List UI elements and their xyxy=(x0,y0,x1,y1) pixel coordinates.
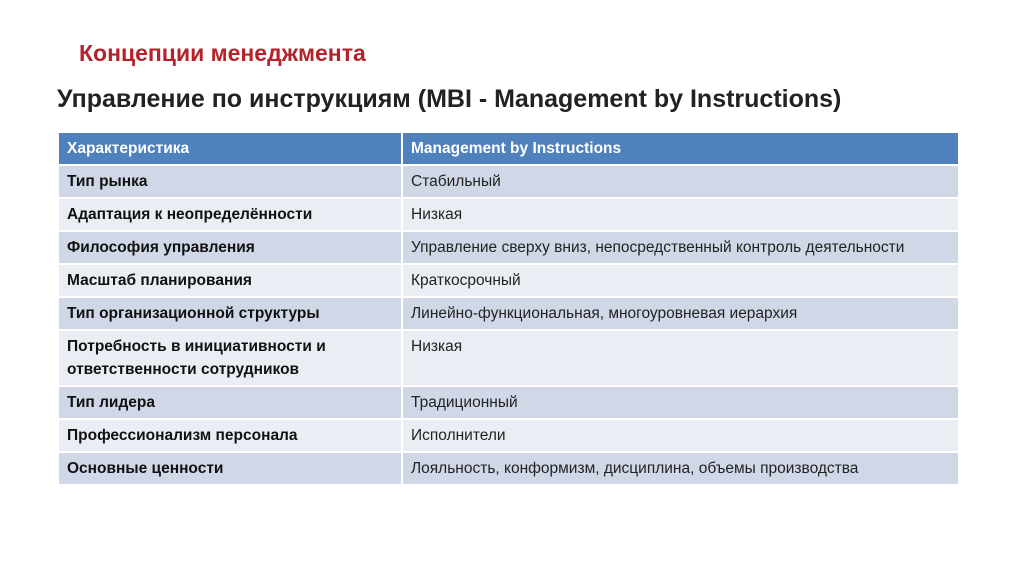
value-cell: Управление сверху вниз, непосредственный контроль деятельности xyxy=(402,231,959,264)
value-cell: Стабильный xyxy=(402,165,959,198)
table-row xyxy=(58,297,959,330)
table-row xyxy=(58,419,959,452)
column-header-characteristic: Характеристика xyxy=(58,132,402,165)
characteristic-cell: Адаптация к неопределённости xyxy=(58,198,402,231)
table-row xyxy=(58,165,959,198)
table-row xyxy=(58,198,959,231)
value-cell: Лояльность, конформизм, дисциплина, объемы производства xyxy=(402,452,959,485)
characteristic-cell: Масштаб планирования xyxy=(58,264,402,297)
table-header-row xyxy=(58,132,959,165)
slide-title: Управление по инструкциям (MBI - Management by Instructions) xyxy=(57,85,842,113)
comparison-table xyxy=(57,131,960,486)
characteristic-cell: Тип рынка xyxy=(58,165,402,198)
characteristic-cell: Профессионализм персонала xyxy=(58,419,402,452)
value-cell: Исполнители xyxy=(402,419,959,452)
table-row xyxy=(58,264,959,297)
characteristic-cell: Основные ценности xyxy=(58,452,402,485)
section-title: Концепции менеджмента xyxy=(79,40,366,66)
column-header-mbi: Management by Instructions xyxy=(402,132,959,165)
table-row xyxy=(58,452,959,485)
value-cell: Традиционный xyxy=(402,386,959,419)
characteristic-cell: Потребность в инициативности и ответственности сотрудников xyxy=(58,330,402,386)
table-row xyxy=(58,231,959,264)
table-row xyxy=(58,330,959,386)
characteristic-cell: Философия управления xyxy=(58,231,402,264)
value-cell: Низкая xyxy=(402,198,959,231)
value-cell: Низкая xyxy=(402,330,959,386)
characteristic-cell: Тип организационной структуры xyxy=(58,297,402,330)
value-cell: Краткосрочный xyxy=(402,264,959,297)
table-row xyxy=(58,386,959,419)
value-cell: Линейно-функциональная, многоуровневая иерархия xyxy=(402,297,959,330)
characteristic-cell: Тип лидера xyxy=(58,386,402,419)
